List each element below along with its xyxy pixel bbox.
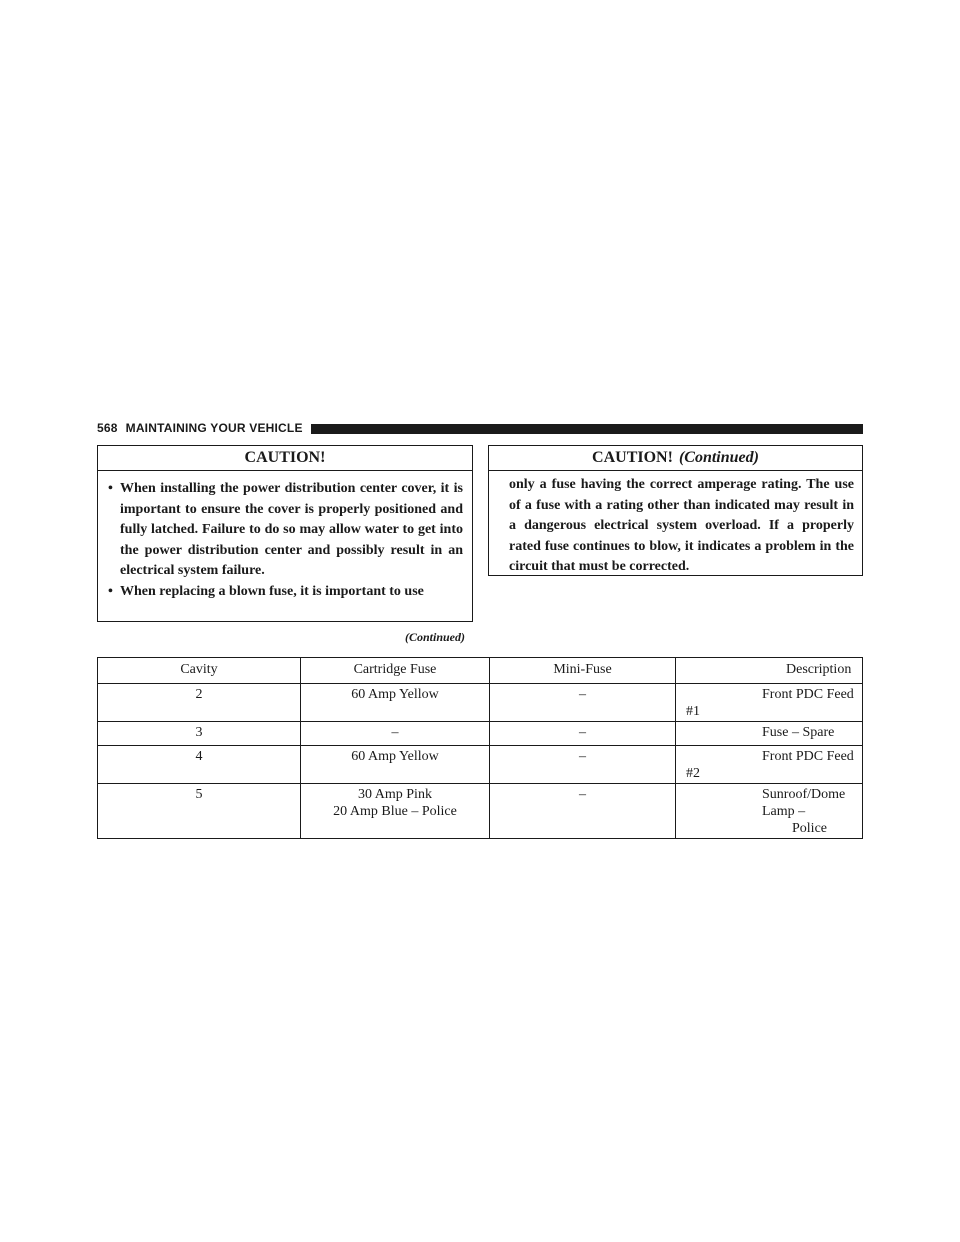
column-header-cavity: Cavity	[98, 658, 301, 684]
continued-label: (Continued)	[404, 630, 465, 644]
caution-box-left	[97, 445, 473, 622]
page-number: 568	[97, 421, 118, 435]
cartridge-fuse-cell: –	[301, 722, 490, 746]
description-cell	[676, 784, 863, 839]
table-row	[98, 684, 863, 722]
mini-fuse-cell: –	[490, 722, 676, 746]
column-header-mini-fuse: Mini-Fuse	[490, 658, 676, 684]
description-text: Front PDC Feed #2	[686, 749, 854, 781]
description-cell	[676, 684, 863, 722]
caution-box-right	[488, 445, 863, 576]
description-cell	[676, 746, 863, 784]
column-header-cartridge-fuse: Cartridge Fuse	[301, 658, 490, 684]
caution-heading: CAUTION!	[98, 446, 472, 471]
table-row	[98, 784, 863, 839]
header-rule	[311, 424, 863, 434]
mini-fuse-cell: –	[490, 684, 676, 722]
cavity-cell: 5	[98, 784, 301, 839]
table-header-row	[98, 658, 863, 684]
description-text: Sunroof/Dome Lamp –	[762, 787, 846, 819]
caution-body	[98, 471, 472, 602]
mini-fuse-cell: –	[490, 746, 676, 784]
page-header	[97, 418, 863, 438]
description-cell	[676, 722, 863, 746]
cartridge-fuse-line: 30 Amp Pink	[358, 787, 432, 802]
cartridge-fuse-cell: 60 Amp Yellow	[301, 684, 490, 722]
caution-heading-continued	[489, 446, 862, 471]
cartridge-fuse-cell: 60 Amp Yellow	[301, 746, 490, 784]
cartridge-fuse-line: 20 Amp Blue – Police	[333, 804, 457, 819]
mini-fuse-cell: –	[490, 784, 676, 839]
table-row	[98, 722, 863, 746]
table-row	[98, 746, 863, 784]
section-title: MAINTAINING YOUR VEHICLE	[125, 421, 303, 435]
description-text: Police	[792, 821, 827, 836]
cavity-cell: 4	[98, 746, 301, 784]
fuse-table	[97, 657, 863, 839]
cavity-cell: 3	[98, 722, 301, 746]
caution-heading-suffix: (Continued)	[678, 449, 759, 466]
cartridge-fuse-cell	[301, 784, 490, 839]
cavity-cell: 2	[98, 684, 301, 722]
caution-body: only a fuse having the correct amperage rating. The use of a fuse with a rating other than indicated may result in a dangerous electrical system overload. If a properly rated fuse continues to blow, it indicates a problem in the circuit that must be corrected.	[509, 477, 854, 574]
column-header-description: Description	[676, 658, 863, 684]
caution-heading: CAUTION!	[592, 449, 673, 466]
description-text: Front PDC Feed #1	[686, 687, 854, 719]
description-text: Fuse – Spare	[762, 725, 835, 740]
caution-bullet: • When replacing a blown fuse, it is important to use	[108, 582, 463, 603]
caution-bullet: • When installing the power distribution center cover, it is important to ensure the cover is properly positioned and fully latched. Failure to do so may allow water to get into the power distribution center and possibly result in an electrical system failure.	[108, 479, 463, 582]
